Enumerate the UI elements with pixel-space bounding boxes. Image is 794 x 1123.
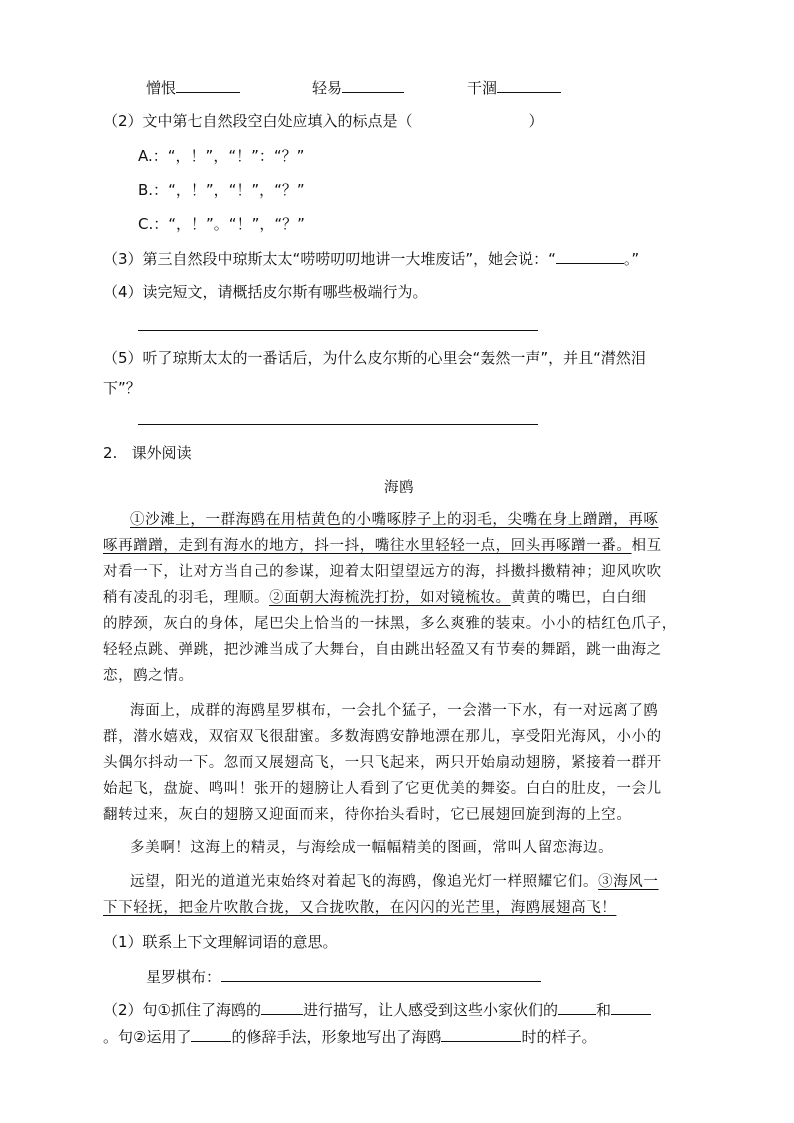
option-label: A.： (138, 147, 168, 165)
paragraph-4-line: 远望，阳光的道道光束始终对着起飞的海鸥，像追光灯一样照耀它们。③海风一 (130, 874, 659, 890)
article-title: 海鸥 (384, 480, 415, 496)
option-text: “，！”，“！”，“？” (168, 181, 305, 199)
answer-blank[interactable] (497, 78, 561, 93)
answer-blank[interactable] (191, 1027, 231, 1042)
option-text: “，！”，“！”：“？” (167, 147, 305, 165)
answer-blank[interactable] (558, 1000, 596, 1015)
paragraph-4-line: 下下轻抚，把金片吹散合拢，又合拢吹散，在闪闪的光芒里，海鸥展翅高飞！ (103, 900, 617, 916)
paragraph-1-line: ①沙滩上，一群海鸥在用桔黄色的小嘴啄脖子上的羽毛，尖嘴在身上蹭蹭，再啄 (130, 512, 659, 528)
answer-blank[interactable] (342, 78, 404, 93)
question-1b: （1）联系上下文理解词语的意思。 (103, 933, 338, 951)
vocab-word: 憎恨 (146, 79, 177, 97)
paragraph-1-line: 稍有凌乱的羽毛，理顺。②面朝大海梳洗打扮，如对镜梳妆。黄黄的嘴巴，白白细 (103, 590, 647, 606)
answer-line[interactable] (138, 424, 538, 425)
question-4: （4）读完短文，请概括皮尔斯有哪些极端行为。 (103, 283, 428, 301)
answer-blank[interactable] (611, 1000, 651, 1015)
answer-blank[interactable] (556, 249, 624, 264)
question-1b-term: 星罗棋布： (146, 967, 541, 987)
question-5-line-1: （5）听了琼斯太太的一番话后，为什么皮尔斯的心里会“轰然一声”，并且“潸然泪 (103, 349, 646, 367)
paragraph-1-line: 轻轻点跳、弹跳，把沙滩当成了大舞台，自由跳出轻盈又有节奏的舞蹈，跳一曲海之 (103, 642, 662, 658)
paragraph-2-line: 群，潜水嬉戏，双宿双飞很甜蜜。多数海鸥安静地漂在那儿，享受阳光海风，小小的 (103, 729, 662, 745)
option-text: “，！”。“！”，“？” (168, 215, 305, 233)
question-2: （2）文中第七自然段空白处应填入的标点是（ ） (103, 112, 544, 130)
vocab-item-2 (312, 78, 404, 98)
section-title: 课外阅读 (131, 444, 192, 462)
paragraph-2-line: 海面上，成群的海鸥星罗棋布，一会扎个猛子，一会潜一下水，有一对远离了鸥 (130, 703, 659, 719)
question-2-stem: （2）文中第七自然段空白处应填入的标点是（ (103, 112, 413, 130)
paragraph-1-line: 啄再蹭蹭，走到有海水的地方，抖一抖，嘴往水里轻轻一点，回头再啄蹭一番。相互 (103, 538, 662, 554)
paragraph-2-line: 始起飞，盘旋、鸣叫！张开的翅膀让人看到了它更优美的舞姿。白白的肚皮，一会儿 (103, 781, 662, 797)
option-label: B.： (138, 181, 169, 199)
option-b[interactable] (138, 180, 305, 200)
vocab-item-3 (467, 78, 561, 98)
vocab-item-1 (146, 78, 240, 98)
answer-blank[interactable] (261, 1000, 303, 1015)
paragraph-1-line: 对看一下，让对方当自己的参谋，迎着太阳望望远方的海，抖擞抖擞精神；迎风吹吹 (103, 564, 662, 580)
section-number: 2. (103, 444, 118, 462)
option-label: C.： (138, 215, 169, 233)
paragraph-1-line: 的脖颈，灰白的身体，尾巴尖上恰当的一抹黑，多么爽雅的装束。小小的桔红色爪子， (103, 616, 677, 632)
question-5-line-2: 下”？ (103, 379, 141, 397)
answer-blank[interactable] (176, 78, 240, 93)
paragraph-2-line: 头偶尔抖动一下。忽而又展翅高飞，一只飞起来，两只开始扇动翅膀，紧接着一群开 (103, 755, 662, 771)
question-2b-line-1: （2）句①抓住了海鸥的 进行描写，让人感受到这些小家伙们的 和 (103, 1000, 651, 1020)
answer-blank[interactable] (221, 967, 541, 982)
paragraph-1-line: 恋，鸥之情。 (103, 668, 194, 684)
answer-blank[interactable] (441, 1027, 521, 1042)
question-3: （3）第三自然段中琼斯太太“唠唠叨叨地讲一大堆废话”，她会说：“ 。” (103, 250, 640, 268)
question-2b-line-2: 。句②运用了 的修辞手法，形象地写出了海鸥 时的样子。 (103, 1028, 597, 1046)
vocab-word: 干涸 (467, 79, 498, 97)
paragraph-2-line: 翻转过来，灰白的翅膀又迎面而来，待你抬头看时，它已展翅回旋到海的上空。 (103, 807, 632, 823)
paragraph-3: 多美啊！这海上的精灵，与海绘成一幅幅精美的图画，常叫人留恋海边。 (130, 840, 614, 856)
vocab-word: 轻易 (312, 79, 343, 97)
option-a[interactable] (138, 146, 304, 166)
option-c[interactable] (138, 214, 305, 234)
answer-line[interactable] (138, 330, 538, 331)
section-heading (103, 443, 192, 463)
